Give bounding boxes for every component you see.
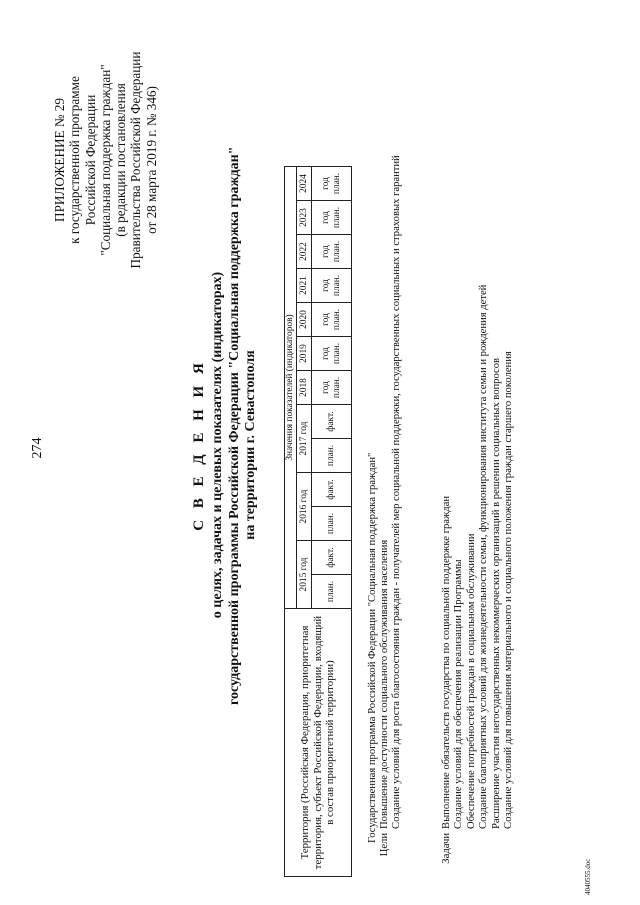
plan-header-2017: план.: [312, 439, 352, 473]
appendix-line: Российской Федерации: [82, 94, 98, 226]
document-title: [188, 146, 260, 705]
task-item: Расширение участия негосударственных некоммерческих организаций в решении социальных вопросов: [490, 357, 502, 829]
fact-header-2015: факт.: [312, 541, 352, 575]
territory-header: Территория (Российская Федерация, приоритетная территория, субъект Российской Федерации, входящий в состав приоритетной территории): [285, 609, 352, 877]
indicators-table: [284, 166, 352, 877]
plan-header-2015: план.: [312, 575, 352, 609]
year-header-2022: 2022: [297, 235, 312, 269]
year-header-2015: 2015 год: [297, 541, 312, 609]
program-name: Государственная программа Российской Федерации "Социальная поддержка граждан": [367, 452, 378, 843]
values-header: Значения показателей (индикаторов): [285, 167, 297, 609]
appendix-line: Правительства Российской Федерации: [128, 51, 144, 269]
goal-item: Создание условий для роста благосостояния граждан - получателей мер социальной поддержки, государственных социальных и страховых гарантий: [391, 155, 403, 829]
tasks-list: [441, 139, 515, 829]
tasks-label: Задачи: [441, 833, 452, 864]
page-number: 274: [30, 437, 45, 459]
year-header-2020: 2020: [297, 303, 312, 337]
appendix-header: [52, 15, 159, 305]
appendix-line: "Социальная поддержка граждан": [97, 64, 113, 256]
appendix-line: от 28 марта 2019 г. № 346): [143, 86, 159, 234]
year-plan-header-2021: год план.: [312, 269, 352, 303]
title-line-2: государственной программы Российской Федерации "Социальная поддержка граждан": [226, 146, 242, 705]
task-item: Выполнение обязательств государства по социальной поддержке граждан: [441, 495, 452, 829]
fact-header-2016: факт.: [312, 473, 352, 507]
task-item: Обеспечение потребностей граждан в социальном обслуживании: [465, 533, 477, 829]
plan-header-2016: план.: [312, 507, 352, 541]
title-line-3: на территории г. Севастополя: [243, 350, 258, 540]
year-header-2016: 2016 год: [297, 473, 312, 541]
year-plan-header-2024: год план.: [312, 167, 352, 201]
year-plan-header-2018: год план.: [312, 371, 352, 405]
appendix-line: к государственной программе: [67, 76, 83, 244]
task-item: Создание благоприятных условий для жизнедеятельности семьи, функционирования института семьи и рождения детей: [478, 284, 490, 829]
goals-list: [379, 139, 404, 829]
task-item: Создание условий для обеспечения реализации Программы: [453, 559, 465, 829]
title-line-1: о целях, задачах и целевых показателях (индикаторах): [210, 271, 225, 619]
title-heading: С В Е Д Е Н И Я: [191, 359, 207, 531]
appendix-line: (в редакции постановления: [113, 83, 129, 237]
year-plan-header-2022: год план.: [312, 235, 352, 269]
year-plan-header-2020: год план.: [312, 303, 352, 337]
year-header-2023: 2023: [297, 201, 312, 235]
goal-item: Повышение доступности социального обслуживания населения: [379, 539, 390, 829]
year-header-2019: 2019: [297, 337, 312, 371]
goals-label: Цели: [379, 833, 390, 857]
year-header-2017: 2017 год: [297, 405, 312, 473]
year-header-2018: 2018: [297, 371, 312, 405]
fact-header-2017: факт.: [312, 405, 352, 439]
year-header-2021: 2021: [297, 269, 312, 303]
task-item: Создание условий для повышения материального и социального положения граждан старшего поколения: [503, 351, 515, 829]
document-code: 4040555.doc: [584, 858, 592, 895]
appendix-line: ПРИЛОЖЕНИЕ № 29: [52, 98, 67, 222]
year-plan-header-2019: год план.: [312, 337, 352, 371]
year-plan-header-2023: год план.: [312, 201, 352, 235]
year-header-2024: 2024: [297, 167, 312, 201]
